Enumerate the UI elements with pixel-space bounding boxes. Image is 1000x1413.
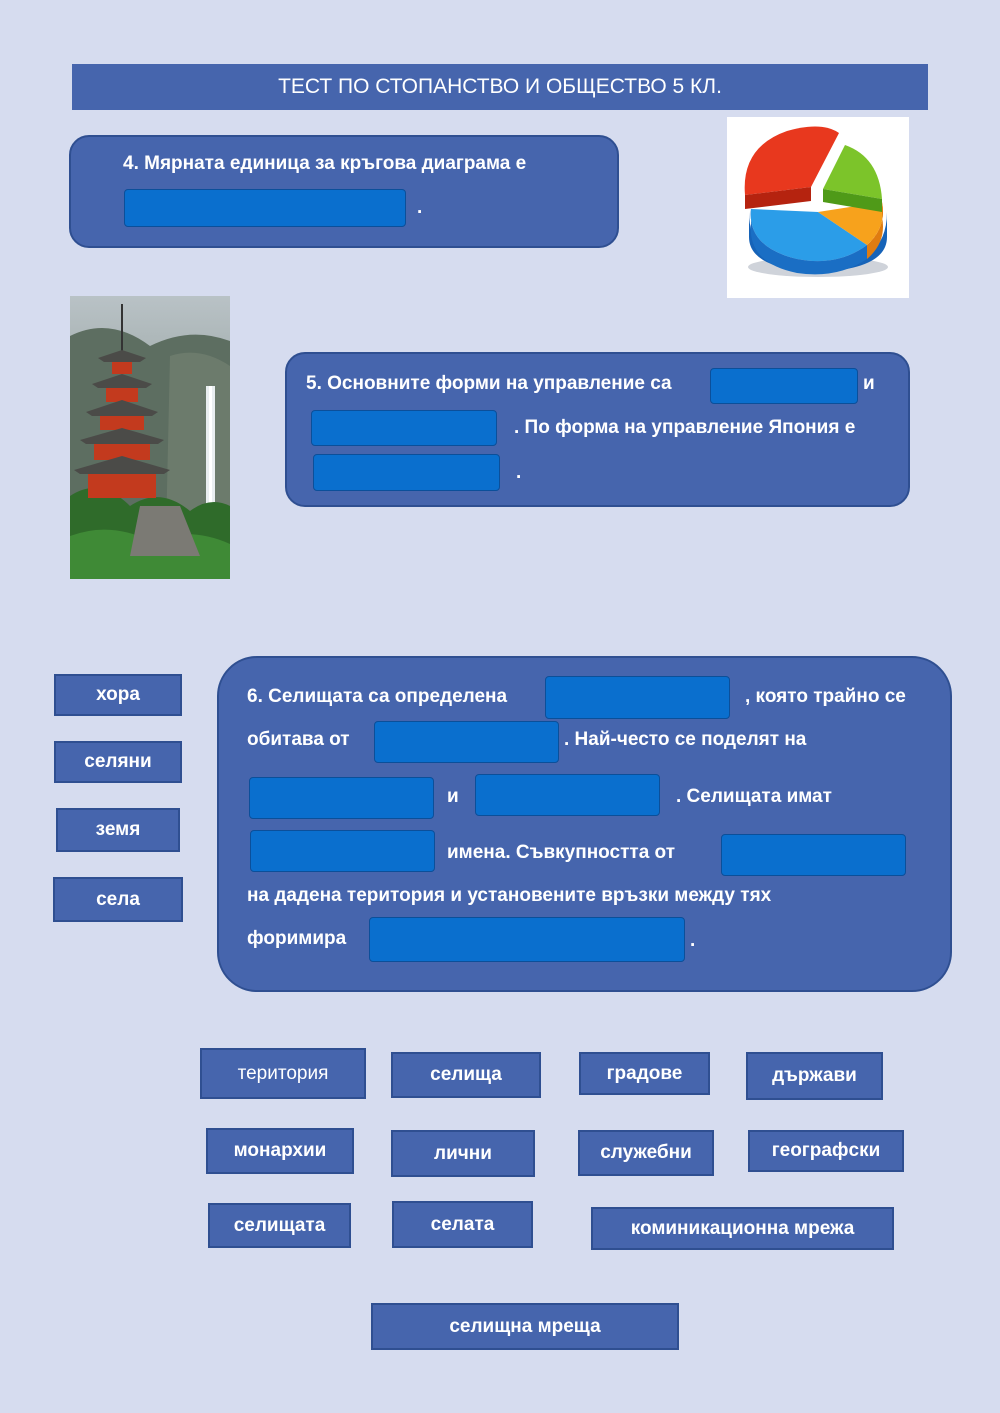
page-title-text: ТЕСТ ПО СТОПАНСТВО И ОБЩЕСТВО 5 КЛ. <box>278 75 722 98</box>
word-bank-label: селищна мреща <box>449 1315 601 1337</box>
word-bank-label: селища <box>430 1064 502 1085</box>
word-tile-label: хора <box>96 684 140 705</box>
word-bank-selishtata[interactable] <box>208 1203 351 1248</box>
word-bank-label: територия <box>237 1062 329 1084</box>
word-bank-label: монархии <box>233 1140 327 1161</box>
question-4-end: . <box>417 197 423 218</box>
word-bank-gradove[interactable] <box>579 1052 710 1095</box>
question-6-and: и <box>447 786 459 807</box>
pie-chart-3d-icon <box>727 117 909 298</box>
word-bank-label: географски <box>771 1140 881 1161</box>
pagoda-image <box>70 296 230 579</box>
question-6-slot-4[interactable] <box>475 774 660 816</box>
word-bank-label: коминикационна мрежа <box>630 1217 855 1239</box>
word-bank-label: лични <box>434 1142 492 1164</box>
question-6-end: . <box>690 930 696 951</box>
question-6-text-5: . Селищата имат <box>676 786 832 807</box>
word-tile-label: селяни <box>84 751 152 772</box>
word-bank-teritoriya[interactable] <box>200 1048 366 1099</box>
japanese-pagoda-waterfall-photo <box>70 296 230 579</box>
word-bank-label: селищата <box>233 1214 326 1236</box>
word-bank-geografski[interactable] <box>748 1130 904 1172</box>
word-tile-zemya[interactable] <box>56 808 180 852</box>
question-5-panel <box>285 352 910 507</box>
question-5-slot-2[interactable] <box>311 410 497 446</box>
question-5-slot-3[interactable] <box>313 454 500 491</box>
question-6-slot-2[interactable] <box>374 721 559 763</box>
question-6-slot-7[interactable] <box>369 917 685 962</box>
word-bank-selishta[interactable] <box>391 1052 541 1098</box>
question-6-text-3: обитава от <box>247 729 350 750</box>
word-bank-label: държави <box>772 1065 857 1086</box>
question-4-text: 4. Мярната единица за кръгова диаграма е <box>123 153 527 174</box>
page-title <box>72 64 928 110</box>
question-6-text-1: 6. Селищата са определена <box>247 686 508 707</box>
question-4-answer-slot[interactable] <box>124 189 406 227</box>
word-bank-label: градове <box>606 1062 683 1084</box>
question-4-panel <box>69 135 619 248</box>
word-bank-label: служебни <box>600 1142 692 1163</box>
word-tile-hora[interactable] <box>54 674 182 716</box>
question-5-end: . <box>516 462 522 483</box>
question-6-slot-3[interactable] <box>249 777 434 819</box>
question-6-slot-6[interactable] <box>721 834 906 876</box>
word-bank-label: селата <box>430 1213 495 1235</box>
question-6-text-2: , която трайно се <box>745 686 906 707</box>
word-tile-label: села <box>96 888 140 910</box>
word-tile-selyani[interactable] <box>54 741 182 783</box>
question-6-slot-1[interactable] <box>545 676 730 719</box>
question-6-panel <box>217 656 952 992</box>
question-5-and: и <box>863 373 875 394</box>
question-6-text-6: имена. Съвкупността от <box>447 842 675 863</box>
word-bank-sluzhebni[interactable] <box>578 1130 714 1176</box>
word-bank-selata[interactable] <box>392 1201 533 1248</box>
word-bank-darzhavi[interactable] <box>746 1052 883 1100</box>
question-5-text-2: . По форма на управление Япония е <box>514 417 856 438</box>
word-bank-selishtna-mrezha[interactable] <box>371 1303 679 1350</box>
question-5-text-1: 5. Основните форми на управление са <box>306 373 672 394</box>
word-bank-monarhii[interactable] <box>206 1128 354 1174</box>
question-5-slot-1[interactable] <box>710 368 858 404</box>
question-6-slot-5[interactable] <box>250 830 435 872</box>
question-6-text-4: . Най-често се поделят на <box>564 729 807 750</box>
word-tile-label: земя <box>95 819 141 840</box>
word-bank-komunikatsionna-mrezha[interactable] <box>591 1207 894 1250</box>
question-6-text-7: на дадена територия и установените връзки между тях <box>247 885 772 906</box>
pie-chart-image <box>727 117 909 298</box>
word-bank-lichni[interactable] <box>391 1130 535 1177</box>
word-tile-sela[interactable] <box>53 877 183 922</box>
question-6-text-8: форимира <box>247 928 347 949</box>
